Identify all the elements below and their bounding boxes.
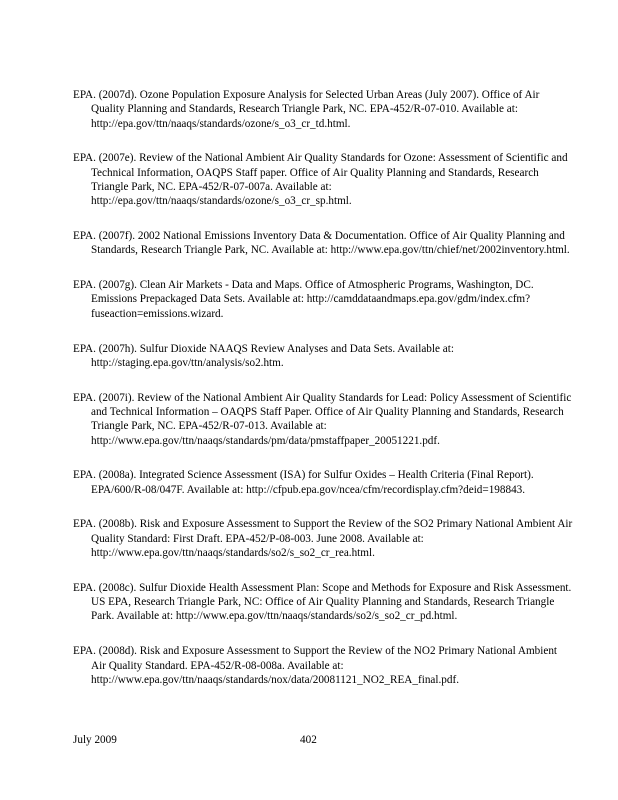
reference-2008a: EPA. (2008a). Integrated Science Assessment (ISA) for Sulfur Oxides – Health Criteria (Final Report). EPA/600/R-08/047F. Available at: http://cfpub.epa.gov/ncea/cfm/recordisplay.cfm?deid=198843. xyxy=(73,469,534,496)
reference-2007d: EPA. (2007d). Ozone Population Exposure Analysis for Selected Urban Areas (July 2007). Office of Air Quality Planning and Standards, Research Triangle Park, NC. EPA-452/R-07-010. Available at: http://epa.gov/ttn/naaqs/standards/ozone/s_o3_cr_td.html. xyxy=(73,89,540,130)
reference-2007e: EPA. (2007e). Review of the National Ambient Air Quality Standards for Ozone: Assessment of Scientific and Technical Information, OAQPS Staff paper. Office of Air Quality Planning and Standards, Research Triangle Park, NC. EPA-452/R-07-007a. Available at: http://epa.gov/ttn/naaqs/standards/ozone/s_o3_cr_sp.html. xyxy=(73,152,568,208)
reference-2007g: EPA. (2007g). Clean Air Markets - Data and Maps. Office of Atmospheric Programs, Washington, DC. Emissions Prepackaged Data Sets. Available at: http://camddataandmaps.epa.gov/gdm/index.cfm?fuseaction=emissions.wizard. xyxy=(73,279,534,320)
footer-date: July 2009 xyxy=(73,734,117,746)
reference-2007i: EPA. (2007i). Review of the National Ambient Air Quality Standards for Lead: Policy Assessment of Scientific and Technical Information – OAQPS Staff Paper. Office of Air Quality Planning and Standards, Research Triangle Park, NC. EPA-452/R-07-013. Available at: http://www.epa.gov/ttn/naaqs/standards/pm/data/pmstaffpaper_20051221.pdf. xyxy=(73,391,572,447)
reference-2008d: EPA. (2008d). Risk and Exposure Assessment to Support the Review of the NO2 Primary National Ambient Air Quality Standard. EPA-452/R-08-008a. Available at: http://www.epa.gov/ttn/naaqs/standards/nox/data/20081121_NO2_REA_final.pdf. xyxy=(73,645,558,686)
reference-2007f: EPA. (2007f). 2002 National Emissions Inventory Data & Documentation. Office of Air Quality Planning and Standards, Research Triangle Park, NC. Available at: http://www.epa.gov/ttn/chief/net/2002inventory.html. xyxy=(73,230,570,257)
reference-list xyxy=(73,88,573,708)
reference-2007h: EPA. (2007h). Sulfur Dioxide NAAQS Review Analyses and Data Sets. Available at: http://staging.epa.gov/ttn/analysis/so2.htm. xyxy=(73,342,454,369)
reference-2008b: EPA. (2008b). Risk and Exposure Assessment to Support the Review of the SO2 Primary National Ambient Air Quality Standard: First Draft. EPA-452/P-08-003. June 2008. Available at: http://www.epa.gov/ttn/naaqs/standards/so2/s_so2_cr_rea.html. xyxy=(73,518,573,560)
reference-2008c: EPA. (2008c). Sulfur Dioxide Health Assessment Plan: Scope and Methods for Exposure and Risk Assessment. US EPA, Research Triangle Park, NC: Office of Air Quality Planning and Standards, Research Triangle Park. Available at: http://www.epa.gov/ttn/naaqs/standards/so2/s_so2_cr_pd.html. xyxy=(73,581,572,623)
page-number: 402 xyxy=(300,734,317,746)
